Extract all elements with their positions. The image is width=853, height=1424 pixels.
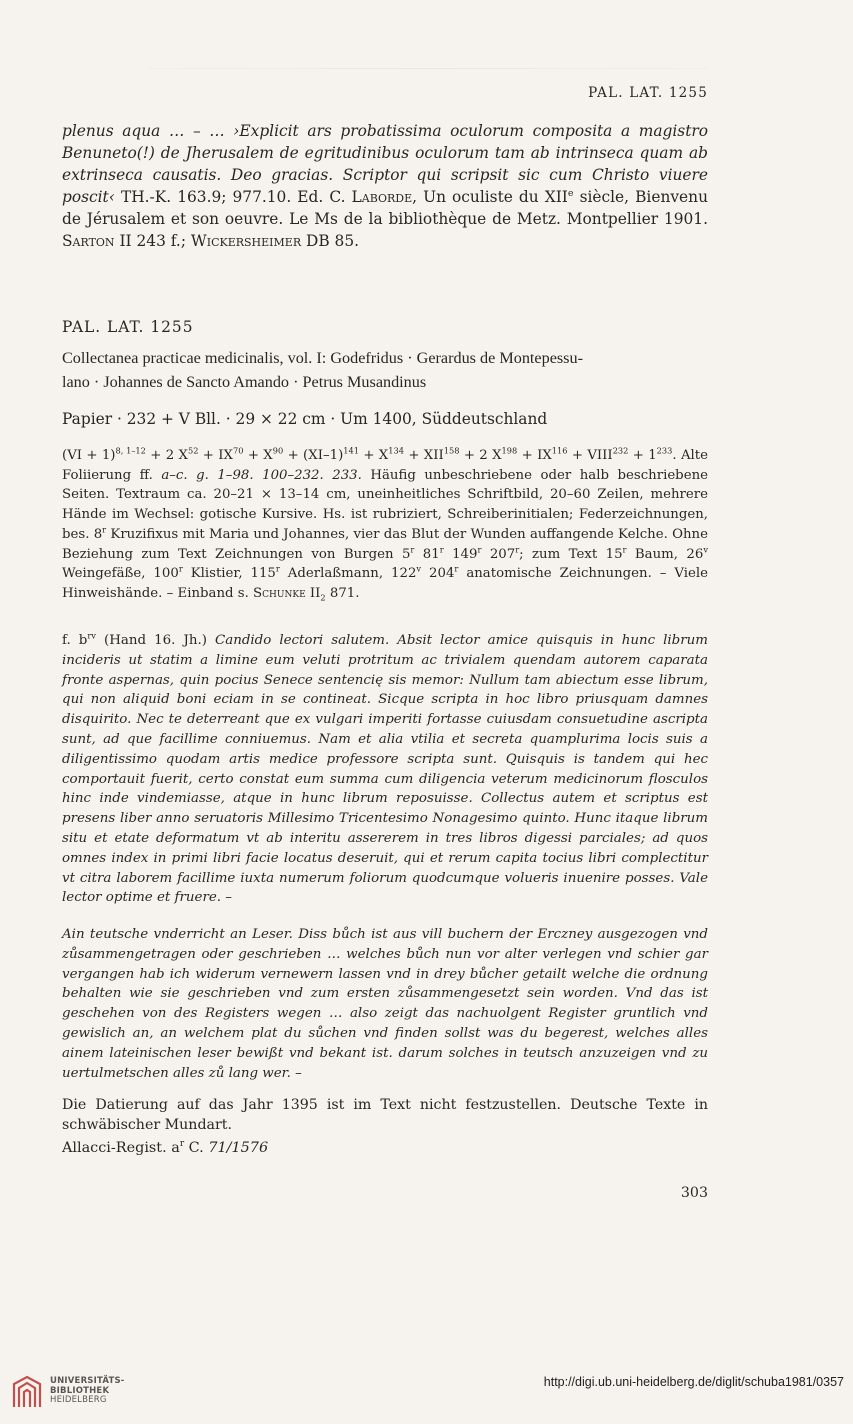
superscript: e	[567, 187, 574, 199]
superscript: r	[439, 544, 444, 555]
allacci-text: Allacci-Regist. a	[62, 1140, 180, 1156]
entry-title	[62, 346, 708, 394]
collation-text: Häufig unbeschriebene oder halb beschriebene Seiten. Textraum ca. 20–21 × 13–14 cm, uneinheitliches Schriftbild, 20–60 Zeilen, mehrere Hände im Wechsel: gotische Kursive. Hs. ist rubriziert, Schreiberinitialen; Federzeichnungen, bes. 8	[62, 467, 708, 542]
collation-text: Klistier, 115	[182, 566, 276, 582]
superscript: r	[178, 563, 183, 574]
collation-text: + X	[243, 448, 273, 463]
superscript: 52	[187, 445, 199, 456]
explicit-quote: plenus aqua … – … ›Explicit ars probatissima oculorum composita a magistro Benuneto(!) de Jherusalem de egritudinibus oculorum tam ab intrinseca quam ab extrinseca causatis. Deo gracias. Scriptor qui scripsit sic cum Christo viuere poscit‹	[62, 122, 708, 206]
collation-text: 81	[414, 546, 440, 562]
superscript: r	[622, 544, 627, 555]
collation-text: + 2 X	[145, 448, 188, 463]
superscript: r	[179, 1139, 185, 1150]
superscript: 70	[233, 445, 244, 456]
collation-text: (VI + 1)	[62, 448, 116, 463]
prologue-text: Candido lectori salutem. Absit lector amice quisquis in hunc librum incideris ut statim a limine eum veluti protritum ac trivialem quendam autorem caparata fronte aspernas, quin pocius Senece sentencię sis memor: Nullum tam abiectum esse librum, qui non aliquid boni eciam in se contineat. Sicque scripta in hoc libro priusquam damnes disquirito. Nec te deterreant que ex vulgari imperiti fortasse cuiusdam consuetudine ascripta sunt, ad que facillime conniuemus. Nam et alia vtilia et secreta quamplurima locis suis a diligentissimo quodam artis medice professore scripta sunt. Quisquis is tandem qui hec comportauit fuerit, certo constat eum summa cum diligencia veterum medicinorum flosculos hinc inde vindemiasse, atque in hunc librum reposuisse. Collectus autem et scriptus est presens liber anno seruatoris Millesimo Tricentesimo Nonagesimo quinto. Hunc itaque librum situ et etate deformatum vt ab interitu assererem in tres libros digessi parciales; ad quos omnes index in primi libri facie locatus deseruit, qui et rerum capita tocius libri complectitur vt citra laborem facillime iuxta numerum foliorum quodcumque volueris inuenire posses. Vale lector optime et fruere. –	[62, 633, 708, 906]
collation-text: + 1	[628, 448, 657, 463]
collation-paragraph	[62, 446, 708, 604]
collation-text: + (XI–1)	[283, 448, 344, 463]
collation-text: + X	[358, 448, 389, 463]
collation-text: ; zum Text 15	[519, 546, 623, 562]
previous-entry-paragraph	[62, 120, 708, 252]
superscript: 8, 1–12	[115, 445, 146, 456]
superscript: r	[275, 563, 280, 574]
collation-text: anatomische Zeichnungen. – Viele Hinweishände. – Einband s.	[62, 566, 708, 601]
subscript: 2	[320, 592, 326, 603]
collation-text: + IX	[198, 448, 233, 463]
superscript: 116	[551, 445, 568, 456]
page-fold-shadow	[148, 68, 708, 69]
university-library-logo-icon	[10, 1374, 44, 1410]
superscript: r	[477, 544, 482, 555]
collation-text: 204	[421, 566, 455, 582]
author-sarton: Sarton	[62, 232, 115, 250]
reference-text: DB 85.	[301, 232, 360, 250]
superscript: rv	[87, 630, 96, 641]
hand-note: (Hand 16. Jh.)	[96, 633, 215, 648]
library-name	[50, 1377, 125, 1406]
collation-text: 871.	[325, 585, 360, 601]
superscript: 90	[272, 445, 284, 456]
running-head: PAL. LAT. 1255	[588, 85, 708, 101]
reference-text: , Un oculiste du XII	[412, 188, 568, 206]
allacci-reference	[62, 1140, 708, 1156]
folio-ref: f. b	[62, 633, 88, 648]
collation-text: Aderlaßmann, 122	[279, 566, 417, 582]
latin-prologue	[62, 631, 708, 908]
superscript: 141	[343, 445, 359, 456]
foliation-italic: a–c. g. 1–98. 100–232. 233.	[161, 467, 362, 483]
superscript: 198	[501, 445, 518, 456]
reference-text: siècle, Bienvenu de Jérusalem et son oeuvre. Le Ms de la bibliothèque de Metz. Montpellier 1901.	[62, 188, 708, 228]
collation-text: 149	[443, 546, 478, 562]
collation-text: 207	[481, 546, 516, 562]
entry-title-line: lano · Johannes de Sancto Amando · Petrus Musandinus	[62, 373, 427, 391]
superscript: 158	[443, 445, 460, 456]
superscript: 134	[388, 445, 404, 456]
author-schunke: Schunke	[253, 585, 306, 601]
collation-text: + 2 X	[459, 448, 502, 463]
collation-text: II	[305, 585, 321, 601]
collation-text: Kruzifixus mit Maria und Johannes, vier das Blut der Wunden auffangende Kelche. Ohne Beziehung zum Text Zeichnungen von Burgen 5	[62, 526, 708, 562]
author-laborde: Laborde	[351, 188, 413, 206]
german-preface: Ain teutsche vnderricht an Leser. Diss bůch ist aus vill buchern der Erczney ausgezogen vnd zůsammengetragen oder geschrieben … welches bůch nun vor alter verlegen vnd schier gar vergangen hab ich widerum vernewern lassen vnd in drey bůcher getailt welche die ordnung behalten wie sie geschrieben vnd zum ersten zůsammengesetzt sein worden. Vnd das ist geschehen von des Registers wegen … also zeigt das nachuolgent Register gruntlich vnd gewislich an, an welchem plat du sůchen vnd finden sollst was du begerest, welches alles ainem lateinischen leser bewißt vnd bekant ist. darum solches in teutsch anzuzeigen vnd zu uertulmetschen alles zů lang wer. –	[62, 927, 708, 1081]
superscript: 233	[656, 445, 673, 456]
entry-title-line: Collectanea practicae medicinalis, vol. I: Godefridus · Gerardus de Montepessu-	[62, 349, 583, 367]
superscript: r	[102, 524, 107, 535]
allacci-text: C.	[184, 1140, 209, 1156]
superscript: v	[703, 544, 709, 555]
collation-text: Baum, 26	[626, 546, 704, 562]
superscript: r	[410, 544, 415, 555]
reference-text: TH.-K. 163.9; 977.10. Ed. C.	[114, 188, 352, 206]
collation-text: + XII	[403, 448, 444, 463]
library-name-line: HEIDELBERG	[50, 1395, 107, 1406]
page-number: 303	[680, 1185, 708, 1201]
physical-description: Papier · 232 + V Bll. · 29 × 22 cm · Um 1400, Süddeutschland	[62, 410, 548, 428]
superscript: r	[454, 563, 459, 574]
author-wickersheimer: Wickersheimer	[190, 232, 302, 250]
library-name-line: BIBLIOTHEK	[50, 1385, 110, 1396]
dating-note: Die Datierung auf das Jahr 1395 ist im Text nicht festzustellen. Deutsche Texte in schwäbischer Mundart.	[62, 1097, 708, 1133]
superscript: v	[416, 563, 422, 574]
source-url-link[interactable]: http://digi.ub.uni-heidelberg.de/diglit/schuba1981/0357	[543, 1375, 844, 1389]
collation-text: + IX	[517, 448, 552, 463]
collation-text: + VIII	[567, 448, 613, 463]
reference-text: II 243 f.;	[114, 232, 191, 250]
allacci-number: 71/1576	[208, 1140, 269, 1156]
superscript: 232	[612, 445, 629, 456]
library-name-line: UNIVERSITÄTS-	[50, 1376, 125, 1386]
superscript: r	[515, 544, 520, 555]
collation-text: . Alte Foliierung ff.	[62, 448, 709, 483]
collation-text: Weingefäße, 100	[62, 566, 179, 582]
entry-signature: PAL. LAT. 1255	[62, 318, 194, 336]
